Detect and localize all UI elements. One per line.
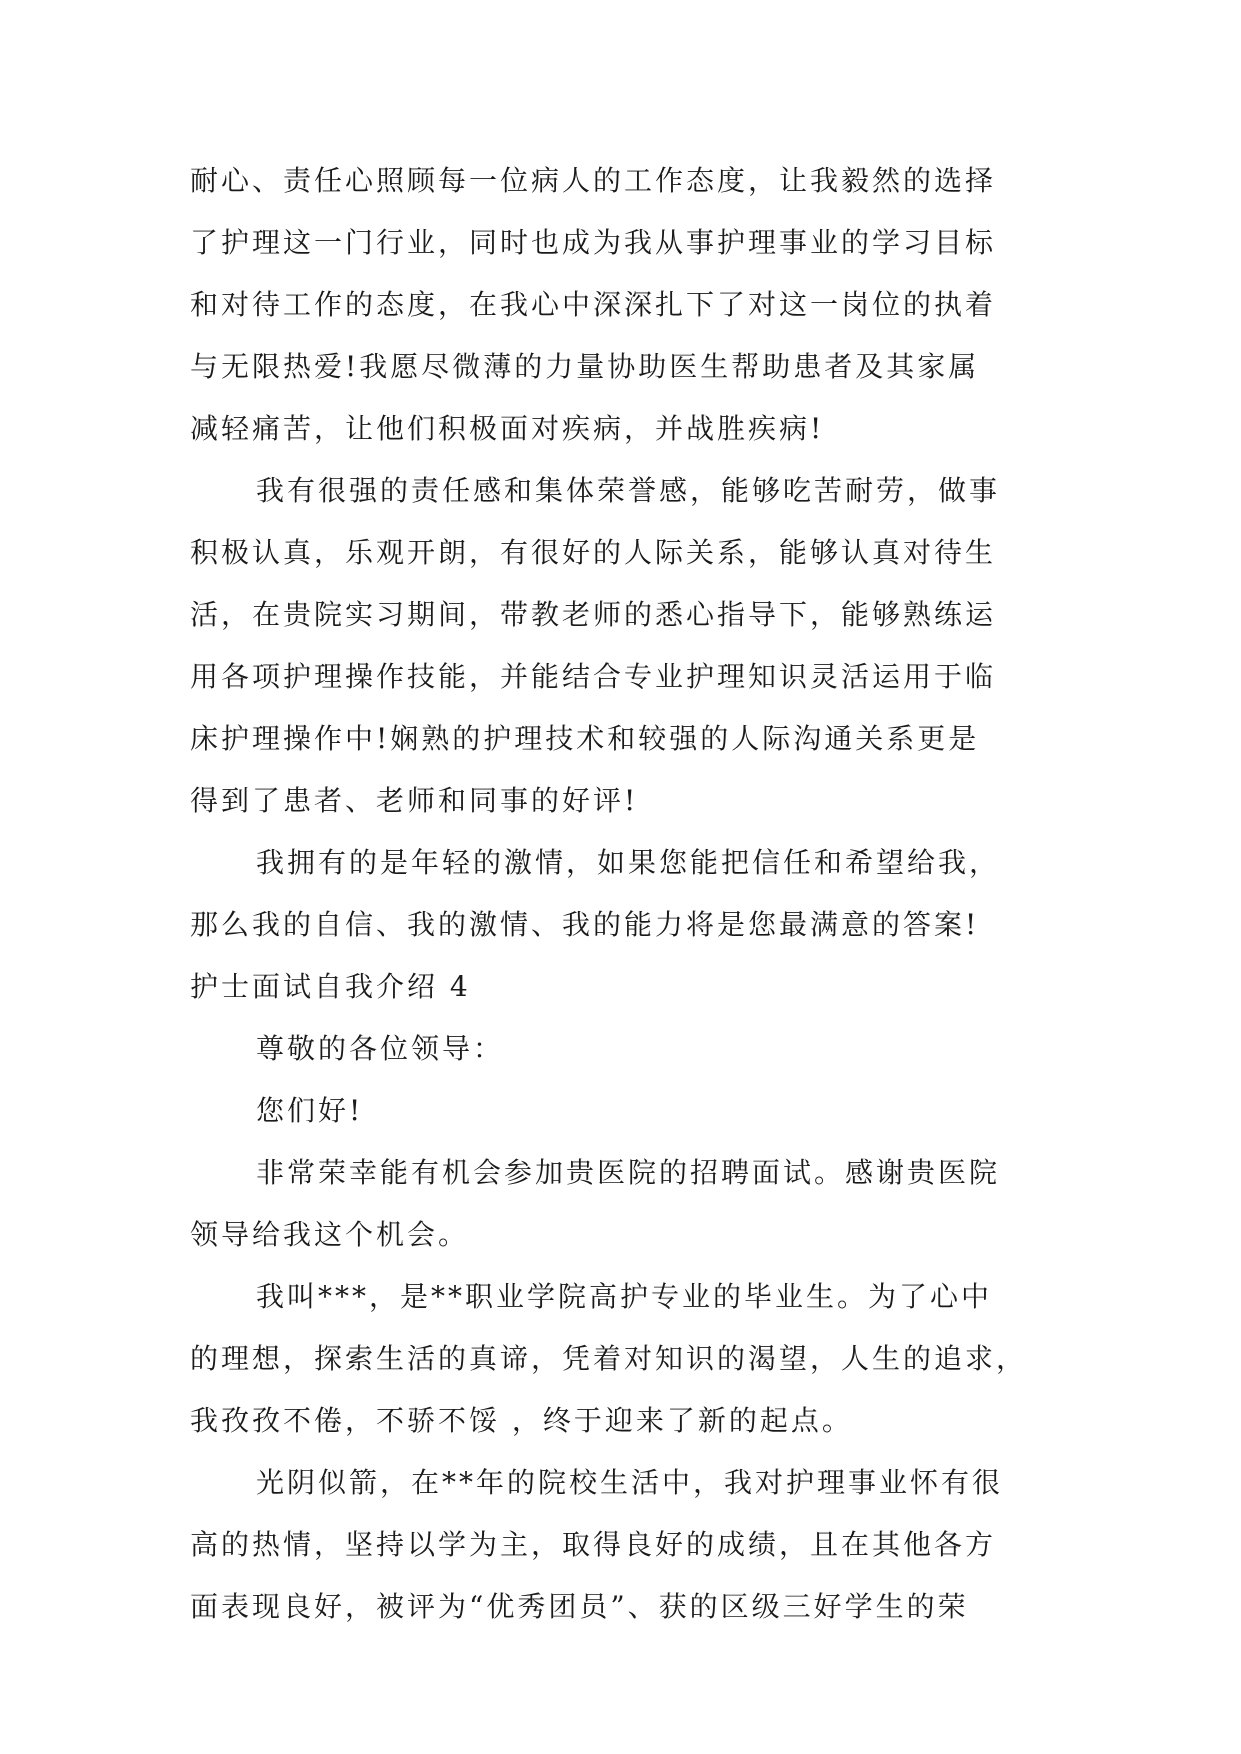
document-page [190, 150, 1058, 1638]
greeting: 您们好! [256, 1094, 364, 1127]
paragraph-line: 非常荣幸能有机会参加贵医院的招聘面试。感谢贵医院 [256, 1156, 1001, 1189]
paragraph-line: 与无限热爱!我愿尽微薄的力量协助医生帮助患者及其家属 [190, 350, 980, 383]
paragraph-line: 我拥有的是年轻的激情，如果您能把信任和希望给我， [256, 846, 1001, 879]
paragraph-line: 我叫***，是**职业学院高护专业的毕业生。为了心中 [256, 1280, 993, 1313]
paragraph-line: 我孜孜不倦，不骄不馁 ，终于迎来了新的起点。 [190, 1404, 853, 1437]
paragraph-line: 积极认真，乐观开朗，有很好的人际关系，能够认真对待生 [190, 536, 997, 569]
paragraph-line: 和对待工作的态度，在我心中深深扎下了对这一岗位的执着 [190, 288, 997, 321]
paragraph-line: 得到了患者、老师和同事的好评! [190, 784, 639, 817]
paragraph-line: 我有很强的责任感和集体荣誉感，能够吃苦耐劳，做事 [256, 474, 1001, 507]
paragraph-line: 用各项护理操作技能，并能结合专业护理知识灵活运用于临 [190, 660, 997, 693]
section-heading: 护士面试自我介绍 4 [190, 970, 471, 1003]
paragraph-line: 面表现良好，被评为“优秀团员”、获的区级三好学生的荣 [190, 1590, 969, 1623]
paragraph-line: 减轻痛苦，让他们积极面对疾病，并战胜疾病! [190, 412, 825, 445]
salutation: 尊敬的各位领导： [256, 1032, 505, 1065]
paragraph-line: 的理想，探索生活的真谛，凭着对知识的渴望，人生的追求， [190, 1342, 1028, 1375]
paragraph-line: 光阴似箭，在**年的院校生活中，我对护理事业怀有很 [256, 1466, 1004, 1499]
paragraph-line: 耐心、责任心照顾每一位病人的工作态度，让我毅然的选择 [190, 164, 997, 197]
paragraph-line: 高的热情，坚持以学为主，取得良好的成绩，且在其他各方 [190, 1528, 997, 1561]
paragraph-line: 了护理这一门行业，同时也成为我从事护理事业的学习目标 [190, 226, 997, 259]
paragraph-line: 那么我的自信、我的激情、我的能力将是您最满意的答案! [190, 908, 980, 941]
paragraph-line: 领导给我这个机会。 [190, 1218, 470, 1251]
paragraph-line: 床护理操作中!娴熟的护理技术和较强的人际沟通关系更是 [190, 722, 980, 755]
paragraph-line: 活，在贵院实习期间，带教老师的悉心指导下，能够熟练运 [190, 598, 997, 631]
